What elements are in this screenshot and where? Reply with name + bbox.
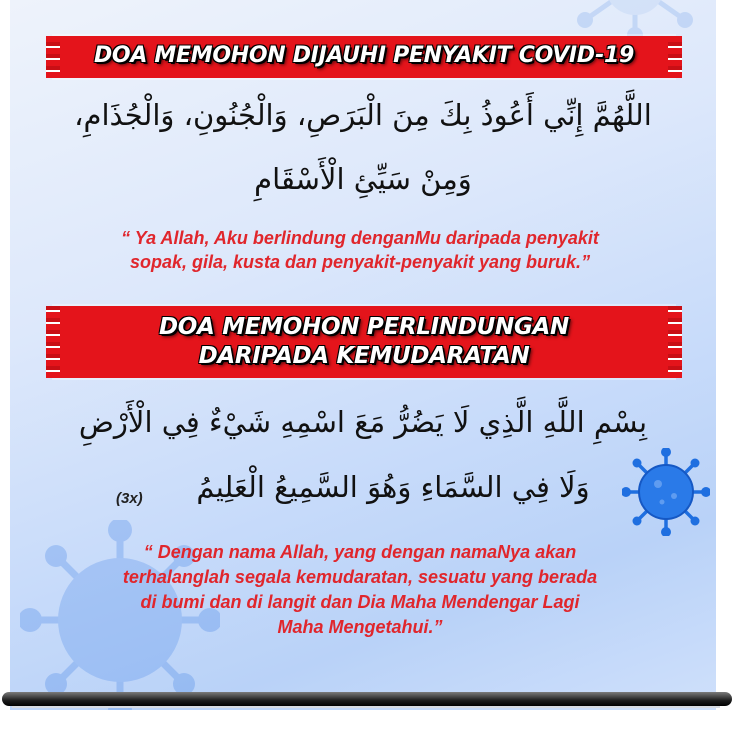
section2-arabic-line1: بِسْمِ اللَّهِ الَّذِي لَا يَضُرُّ مَعَ اسْمِهِ شَيْءٌ فِي الْأَرْضِ bbox=[78, 405, 648, 439]
virus-icon-right bbox=[622, 448, 710, 536]
section1-translation-line1: “ Ya Allah, Aku berlindung denganMu daripada penyakit bbox=[121, 228, 599, 248]
title-banner-2 bbox=[54, 306, 674, 378]
section1-arabic-line2: وَمِنْ سَيِّئِ الْأَسْقَامِ bbox=[254, 162, 472, 196]
scroll-rod bbox=[2, 692, 732, 706]
section1-translation-line2: sopak, gila, kusta dan penyakit-penyakit yang buruk.” bbox=[129, 252, 591, 272]
section2-arabic-line2: وَلَا فِي السَّمَاءِ وَهُوَ السَّمِيعُ الْعَلِيمُ bbox=[196, 470, 590, 504]
section2-translation-line1: “ Dengan nama Allah, yang dengan namaNya akan bbox=[143, 542, 577, 562]
section1-title: DOA MEMOHON DIJAUHI PENYAKIT COVID-19 bbox=[93, 43, 635, 68]
poster bbox=[10, 0, 716, 710]
section2-translation-line2: terhalanglah segala kemudaratan, sesuatu yang berada bbox=[122, 567, 598, 587]
section2-title-line1: DOA MEMOHON PERLINDUNGAN bbox=[158, 314, 570, 340]
section2-translation-line4: Maha Mengetahui.” bbox=[277, 617, 443, 637]
section1-arabic-line1: اللَّهُمَّ إِنِّي أَعُوذُ بِكَ مِنَ الْبَرَصِ، وَالْجُنُونِ، وَالْجُذَامِ، bbox=[74, 98, 652, 132]
repeat-note: (3x) bbox=[116, 490, 143, 507]
section2-translation-line3: di bumi dan di langit dan Dia Maha Mendengar Lagi bbox=[140, 592, 580, 612]
title-banner-1 bbox=[54, 36, 674, 78]
section2-title-line2: DARIPADA KEMUDARATAN bbox=[198, 343, 530, 369]
